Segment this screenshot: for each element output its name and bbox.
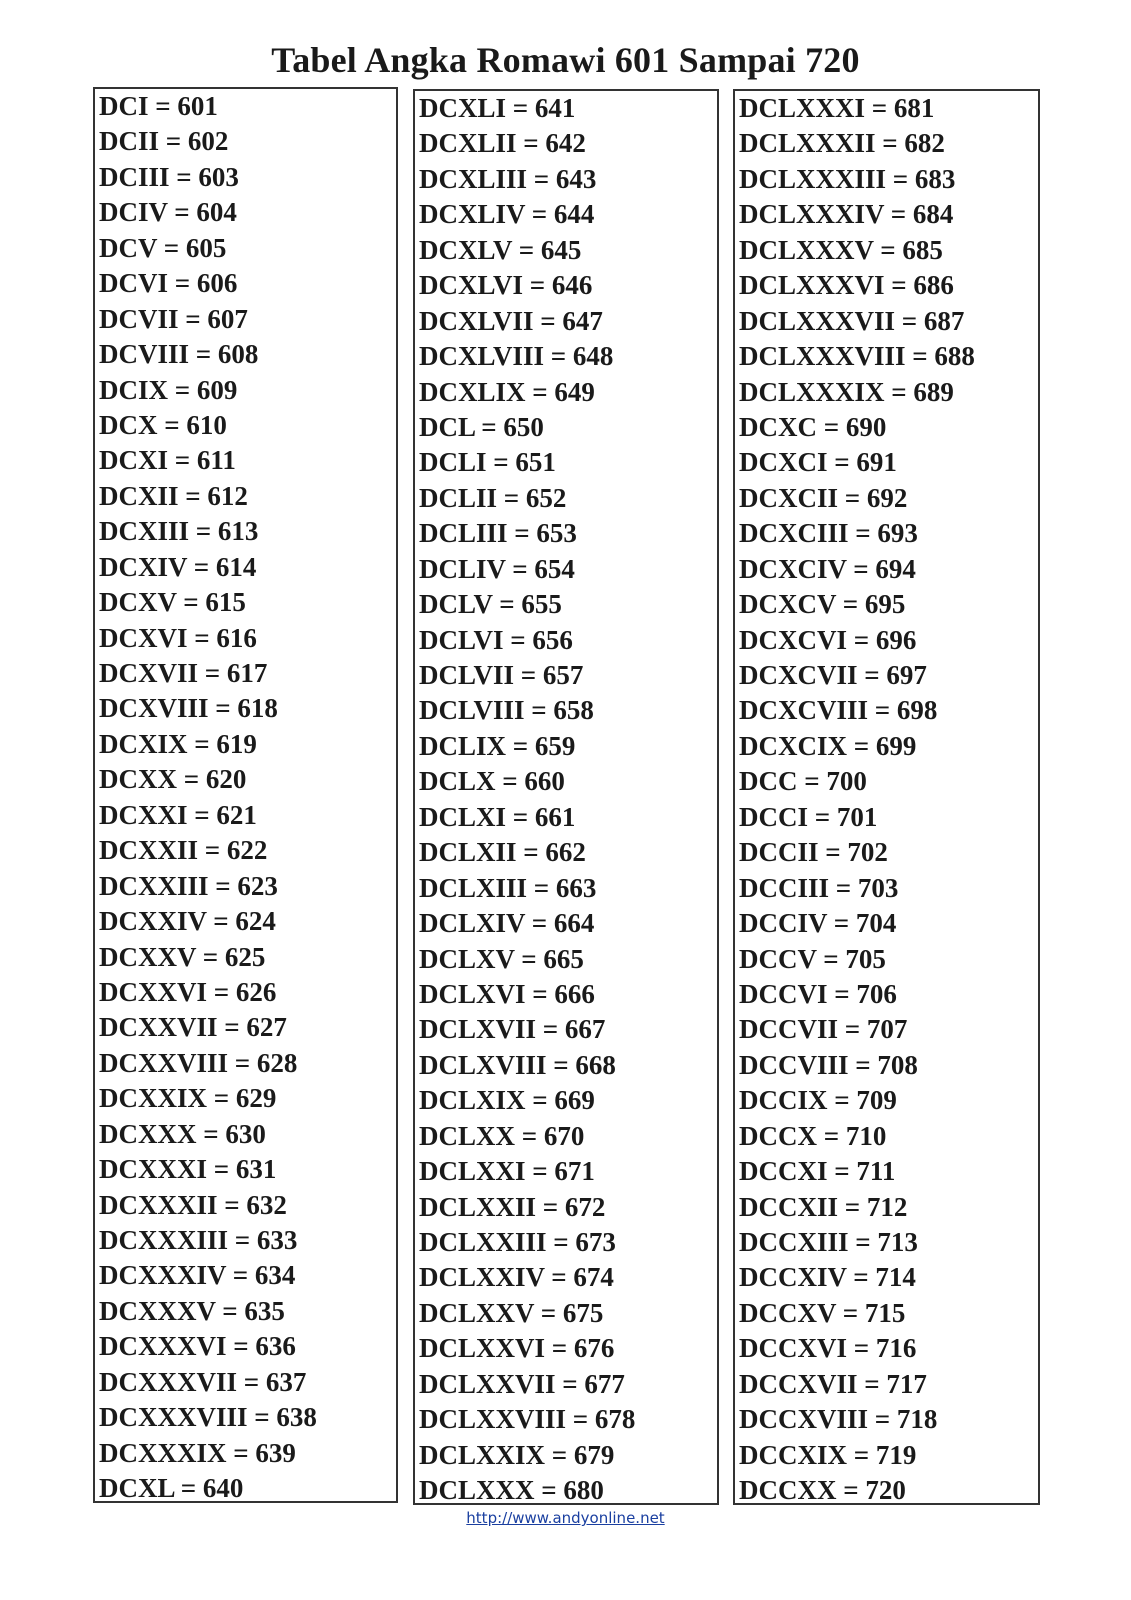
numeral-entry: DCXC = 690 — [739, 411, 887, 442]
numeral-entry: DCCXIV = 714 — [739, 1262, 916, 1293]
numeral-entry: DCLXIV = 664 — [419, 908, 595, 939]
numeral-entry: DCLI = 651 — [419, 447, 556, 478]
numeral-entry: DCX = 610 — [99, 409, 227, 440]
roman-numeral-column-1 — [93, 87, 398, 1503]
numeral-entry: DCXIII = 613 — [99, 516, 259, 547]
numeral-entry: DCXLI = 641 — [419, 93, 576, 123]
numeral-entry: DCXCV = 695 — [739, 589, 906, 620]
numeral-entry: DCLXV = 665 — [419, 943, 584, 974]
numeral-entry: DCCXIII = 713 — [739, 1227, 918, 1257]
numeral-entry: DCXIV = 614 — [99, 551, 257, 582]
numeral-entry: DCLVIII = 658 — [419, 695, 594, 726]
numeral-entry: DCLXX = 670 — [419, 1120, 585, 1151]
numeral-entry: DCVII = 607 — [99, 303, 248, 334]
numeral-entry: DCLXVI = 666 — [419, 978, 595, 1009]
numeral-entry: DCLXXXV = 685 — [739, 234, 943, 265]
numeral-list — [95, 89, 396, 1507]
numeral-list — [415, 91, 717, 1509]
numeral-entry: DCXXXVI = 636 — [99, 1331, 296, 1362]
numeral-entry: DCCX = 710 — [739, 1120, 887, 1151]
numeral-entry: DCXL = 640 — [99, 1473, 244, 1504]
numeral-entry: DCI = 601 — [99, 91, 218, 121]
numeral-entry: DCCXI = 711 — [739, 1156, 896, 1187]
numeral-entry: DCXCIV = 694 — [739, 553, 916, 584]
numeral-entry: DCXXIII = 623 — [99, 870, 278, 901]
numeral-entry: DCXCI = 691 — [739, 447, 897, 478]
numeral-entry: DCXXXVII = 637 — [99, 1366, 307, 1397]
numeral-entry: DCCVIII = 708 — [739, 1049, 918, 1080]
numeral-entry: DCXCVIII = 698 — [739, 695, 938, 726]
numeral-entry: DCXLVIII = 648 — [419, 341, 614, 372]
numeral-entry: DCXLIV = 644 — [419, 199, 595, 230]
numeral-entry: DCXLII = 642 — [419, 128, 586, 159]
numeral-entry: DCXVIII = 618 — [99, 693, 278, 724]
numeral-entry: DCVI = 606 — [99, 268, 238, 299]
numeral-entry: DCLXII = 662 — [419, 837, 586, 868]
numeral-entry: DCXI = 611 — [99, 445, 236, 476]
numeral-entry: DCXXVIII = 628 — [99, 1047, 298, 1078]
roman-numeral-column-3 — [733, 89, 1040, 1505]
numeral-entry: DCCXIX = 719 — [739, 1439, 917, 1470]
numeral-entry: DCXXXI = 631 — [99, 1154, 277, 1185]
numeral-entry: DCLVI = 656 — [419, 624, 573, 655]
numeral-entry: DCLIV = 654 — [419, 553, 575, 584]
numeral-entry: DCXCIII = 693 — [739, 518, 918, 549]
numeral-entry: DCCVI = 706 — [739, 978, 897, 1009]
numeral-entry: DCXLIII = 643 — [419, 163, 597, 194]
numeral-entry: DCIV = 604 — [99, 197, 237, 228]
numeral-entry: DCLXXXVII = 687 — [739, 305, 965, 336]
numeral-entry: DCLXVIII = 668 — [419, 1049, 616, 1080]
numeral-entry: DCLXXXIII = 683 — [739, 163, 956, 194]
numeral-list — [735, 91, 1038, 1509]
numeral-entry: DCC = 700 — [739, 766, 867, 797]
numeral-entry: DCCI = 701 — [739, 801, 878, 832]
numeral-entry: DCLXXI = 671 — [419, 1156, 595, 1187]
numeral-entry: DCCIX = 709 — [739, 1085, 897, 1116]
numeral-entry: DCXVI = 616 — [99, 622, 257, 653]
numeral-entry: DCLIII = 653 — [419, 518, 577, 549]
numeral-entry: DCXXIX = 629 — [99, 1083, 277, 1114]
numeral-entry: DCXIX = 619 — [99, 728, 257, 759]
numeral-entry: DCLXXVIII = 678 — [419, 1404, 636, 1435]
numeral-entry: DCXXIV = 624 — [99, 906, 276, 937]
numeral-entry: DCLX = 660 — [419, 766, 565, 797]
numeral-entry: DCIX = 609 — [99, 374, 238, 405]
numeral-entry: DCLXXXIV = 684 — [739, 199, 954, 230]
numeral-entry: DCXLVII = 647 — [419, 305, 603, 336]
numeral-entry: DCXCII = 692 — [739, 482, 908, 513]
numeral-entry: DCLXXXIX = 689 — [739, 376, 954, 407]
numeral-entry: DCII = 602 — [99, 126, 229, 157]
page-title: Tabel Angka Romawi 601 Sampai 720 — [271, 40, 860, 80]
numeral-entry: DCLXXX = 680 — [419, 1475, 604, 1506]
numeral-entry: DCXX = 620 — [99, 764, 247, 795]
numeral-entry: DCXVII = 617 — [99, 658, 268, 688]
numeral-entry: DCXXVII = 627 — [99, 1012, 287, 1043]
numeral-entry: DCLIX = 659 — [419, 730, 576, 761]
numeral-entry: DCLVII = 657 — [419, 660, 584, 690]
numeral-entry: DCXXXIV = 634 — [99, 1260, 296, 1291]
roman-numeral-column-2 — [413, 89, 719, 1505]
numeral-entry: DCLXVII = 667 — [419, 1014, 606, 1045]
numeral-entry: DCLXXIV = 674 — [419, 1262, 614, 1293]
numeral-entry: DCCVII = 707 — [739, 1014, 908, 1045]
numeral-entry: DCLXXIX = 679 — [419, 1439, 615, 1470]
numeral-entry: DCCXVII = 717 — [739, 1368, 927, 1399]
numeral-entry: DCIII = 603 — [99, 161, 239, 192]
numeral-entry: DCVIII = 608 — [99, 339, 259, 370]
numeral-entry: DCL = 650 — [419, 411, 544, 442]
numeral-entry: DCXCIX = 699 — [739, 730, 917, 761]
numeral-entry: DCLXXVII = 677 — [419, 1368, 625, 1399]
numeral-entry: DCLXXXVI = 686 — [739, 270, 954, 301]
numeral-entry: DCCXV = 715 — [739, 1297, 906, 1328]
numeral-entry: DCLXIX = 669 — [419, 1085, 595, 1116]
numeral-entry: DCLXXXII = 682 — [739, 128, 945, 159]
numeral-entry: DCLXXIII = 673 — [419, 1227, 616, 1257]
numeral-entry: DCLII = 652 — [419, 482, 567, 513]
numeral-entry: DCLXIII = 663 — [419, 872, 597, 903]
numeral-entry: DCXXXII = 632 — [99, 1189, 287, 1220]
numeral-entry: DCV = 605 — [99, 232, 227, 263]
numeral-entry: DCXXXV = 635 — [99, 1295, 285, 1326]
numeral-entry: DCCXVIII = 718 — [739, 1404, 938, 1435]
numeral-entry: DCXXXIII = 633 — [99, 1225, 298, 1255]
numeral-entry: DCXXI = 621 — [99, 799, 257, 830]
numeral-entry: DCLXXV = 675 — [419, 1297, 604, 1328]
numeral-entry: DCCXX = 720 — [739, 1475, 906, 1506]
numeral-entry: DCCIV = 704 — [739, 908, 897, 939]
numeral-entry: DCXLVI = 646 — [419, 270, 593, 301]
footer-link[interactable]: http://www.andyonline.net — [466, 1509, 665, 1527]
numeral-entry: DCLV = 655 — [419, 589, 562, 620]
numeral-entry: DCXXII = 622 — [99, 835, 268, 866]
numeral-entry: DCLXXVI = 676 — [419, 1333, 615, 1364]
numeral-entry: DCCIII = 703 — [739, 872, 899, 903]
numeral-entry: DCXXX = 630 — [99, 1118, 266, 1149]
numeral-entry: DCXV = 615 — [99, 587, 246, 618]
numeral-entry: DCLXXII = 672 — [419, 1191, 606, 1222]
numeral-entry: DCLXXXI = 681 — [739, 93, 935, 123]
numeral-entry: DCCXII = 712 — [739, 1191, 908, 1222]
numeral-entry: DCXXVI = 626 — [99, 976, 277, 1007]
numeral-entry: DCLXI = 661 — [419, 801, 576, 832]
numeral-entry: DCCV = 705 — [739, 943, 886, 974]
numeral-entry: DCXXXVIII = 638 — [99, 1402, 317, 1433]
numeral-entry: DCXLV = 645 — [419, 234, 582, 265]
numeral-entry: DCCII = 702 — [739, 837, 888, 868]
numeral-entry: DCXII = 612 — [99, 480, 248, 511]
numeral-entry: DCXLIX = 649 — [419, 376, 595, 407]
numeral-entry: DCXXXIX = 639 — [99, 1437, 296, 1468]
numeral-entry: DCXCVI = 696 — [739, 624, 917, 655]
numeral-entry: DCXCVII = 697 — [739, 660, 927, 690]
numeral-entry: DCCXVI = 716 — [739, 1333, 917, 1364]
numeral-entry: DCXXV = 625 — [99, 941, 266, 972]
numeral-entry: DCLXXXVIII = 688 — [739, 341, 975, 372]
